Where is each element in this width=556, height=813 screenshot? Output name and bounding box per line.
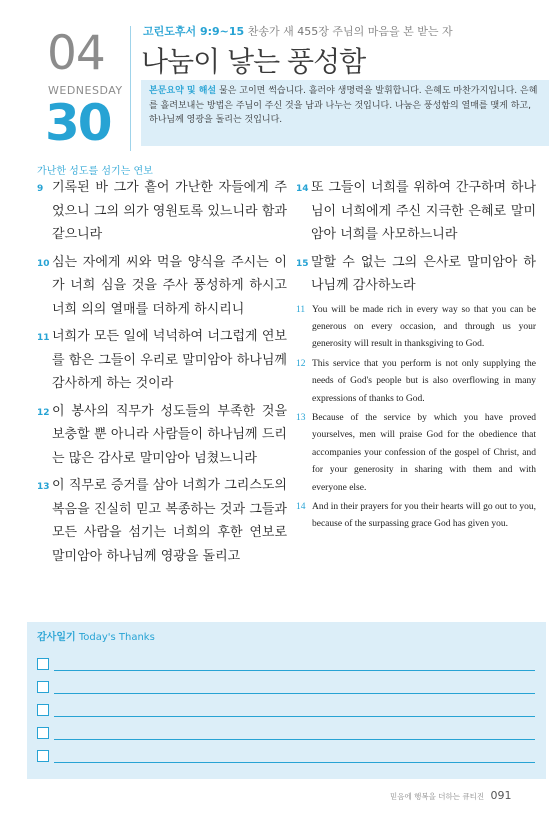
english-verse [296,499,536,534]
verse [37,325,287,396]
thanks-row [37,679,535,695]
verse-text-part: 나님이 너희에게 주신 지극한 은혜로 말미암아 너희를 사모하느니라 [311,180,536,242]
thanks-checkbox[interactable] [37,704,49,716]
hymn-reference: 찬송가 새 455장 주님의 마음을 본 받는 자 [247,25,453,38]
thanks-write-line[interactable] [54,762,535,763]
thanks-title-english: Today's Thanks [78,632,155,643]
verse-number: 12 [296,358,306,369]
thanks-write-line[interactable] [54,693,535,694]
thanks-row [37,656,535,672]
thanks-write-line[interactable] [54,739,535,740]
scripture-reference: 고린도후서 9:9~15 [143,25,245,38]
thanks-title-korean: 감사일기 [37,632,76,643]
section-title: 가난한 성도를 섬기는 연보 [37,166,153,177]
thanks-journal-box [27,622,546,779]
thanks-write-line[interactable] [54,670,535,671]
reading-reference-line [143,23,453,39]
verse [37,176,287,247]
thanks-row [37,702,535,718]
thanks-checkbox[interactable] [37,681,49,693]
page-number: 091 [490,789,512,802]
thanks-row [37,748,535,764]
verse-text [311,176,536,247]
english-verse [296,410,536,497]
verses-right [296,176,536,534]
verse-text: 이 봉사의 직무가 성도들의 부족한 것을 보충할 뿐 아니라 사람들이 하나님께 드리는 많은 감사로 말미암아 넘쳤느니라 [52,403,287,466]
verse-text: 심는 자에게 씨와 먹을 양식을 주시는 이가 너희 심을 것을 주사 풍성하게 하시고 너희 의의 열매를 더하게 하시리니 [52,254,287,317]
date-weekday: WEDNESDAY [48,84,123,97]
verse-number: 12 [37,407,50,418]
korean-verses-left [37,176,287,572]
verse-text: 기록된 바 그가 흩어 가난한 자들에게 주었으니 그의 의가 영원토록 있느니라 함과 같으니라 [52,180,287,242]
verse-number: 15 [296,258,309,269]
thanks-checkbox[interactable] [37,658,49,670]
verse [296,176,536,247]
verse [37,474,287,568]
verse-text: This service that you perform is not only supplying the needs of God's people but is also overflowing in many expressions of thanks to God. [312,358,536,404]
thanks-write-line[interactable] [54,716,535,717]
verse-number: 11 [296,304,306,315]
verse [37,400,287,471]
verse-number: 14 [296,184,309,194]
date-day: 30 [45,94,111,152]
footer-text: 믿음에 행복을 더하는 큐티진 [390,792,485,801]
verse-text: 너희가 모든 일에 넉넉하여 너그럽게 연보를 함은 그들이 우리로 말미암아 하나님께 감사하게 하는 것이라 [52,329,287,391]
header-divider [130,26,131,151]
verse-text: And in their prayers for you their hearts will go out to you, because of the surpassing grace God has given you. [312,501,536,530]
thanks-row [37,725,535,741]
verse-number: 14 [296,501,306,512]
english-verse [296,356,536,408]
verse-text: 이 직무로 증거를 삼아 너희가 그리스도의 복음을 진실히 믿고 복종하는 것과 그들과 모든 사람을 섬기는 너희의 후한 연보로 말미암아 하나님께 영광을 돌리고 [52,478,287,564]
thanks-checkbox[interactable] [37,727,49,739]
thanks-title [37,628,155,643]
page-footer [390,789,511,802]
verse-text: Because of the service by which you have proved yourselves, men will praise God for the obedience that accompanies your confession of the gospel of Christ, and for your generosity in sharing with them and with everyone else. [312,412,536,493]
summary-box [141,80,549,146]
verse-number: 13 [37,482,50,492]
verse-number: 10 [37,258,50,269]
verse-number: 13 [296,412,306,423]
verse-number: 9 [37,184,44,194]
thanks-checkbox[interactable] [37,750,49,762]
summary-text: 물은 고이면 썩습니다. 흘러야 생명력을 발휘합니다. 은혜도 마찬가지입니다. 은혜를 흘려보내는 방법은 주님이 주신 것을 남과 나누는 것입니다. 나눔은 풍성함의 열매를 맺게 하고, 하나님께 영광을 돌리는 것입니다. [149,86,538,125]
summary-label: 본문요약 및 해설 [149,86,217,96]
page-title: 나눔이 낳는 풍성함 [141,45,366,78]
verse-text-part: 또 그들이 너희를 위하여 간구하며 하 [311,180,524,195]
english-verse [296,302,536,354]
verse [296,251,536,298]
verse [37,251,287,322]
verse-text: You will be made rich in every way so that you can be generous on every occasion, and through us your generosity will result in thanksgiving to God. [312,304,536,350]
date-month: 04 [47,26,105,81]
verse-number: 11 [37,333,50,343]
verse-text: 말할 수 없는 그의 은사로 말미암아 하나님께 감사하노라 [311,254,536,293]
